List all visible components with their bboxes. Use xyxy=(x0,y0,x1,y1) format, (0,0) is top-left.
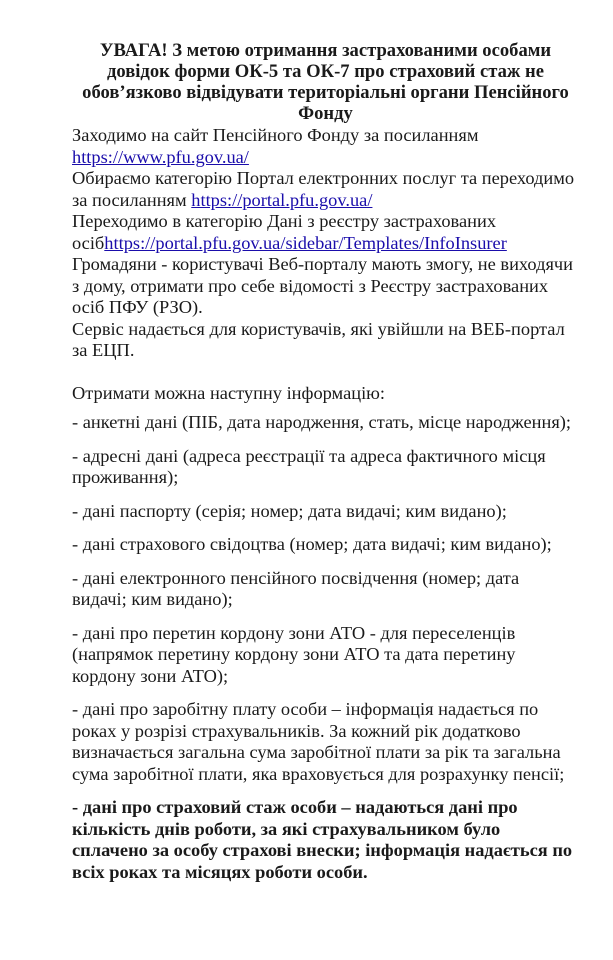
registry-link[interactable]: https://portal.pfu.gov.ua/sidebar/Templates/InfoInsurer xyxy=(104,232,507,253)
paragraph-text: Переходимо в категорію Дані з реєстру застрахованих осіб xyxy=(72,211,497,253)
paragraph-registry xyxy=(72,211,575,254)
list-item-address-data: - адресні дані (адреса реєстрації та адреса фактичного місця проживання); xyxy=(72,445,546,487)
blank-line xyxy=(72,362,575,383)
list-item-salary-data: - дані про заробітну плату особи – інформація надається по роках у розрізі страхувальників. За кожний рік додатково визначається загальна сума заробітної плати за рік та загальна сума заробітної плати, яка враховується для розрахунку пенсії; xyxy=(72,699,565,784)
paragraph-pfu-site xyxy=(72,125,575,168)
list-intro: Отримати можна наступну інформацію: xyxy=(72,382,386,403)
paragraph-text: Заходимо на сайт Пенсійного Фонду за посиланням xyxy=(72,125,479,145)
list-item-pension-certificate: - дані електронного пенсійного посвідчення (номер; дата видачі; ким видано); xyxy=(72,567,520,609)
list-item-insurance-certificate: - дані страхового свідоцтва (номер; дата видачі; ким видано); xyxy=(72,534,552,554)
paragraph-citizens: Громадяни - користувачі Веб-порталу мають змогу, не виходячи з дому, отримати про себе відомості з Реєстру застрахованих осіб ПФУ (РЗО). xyxy=(72,254,573,317)
paragraph-text: Обираємо категорію Портал електронних послуг та переходимо за посиланням xyxy=(72,168,575,210)
document-title: УВАГА! З метою отримання застрахованими особами довідок форми ОК-5 та ОК-7 про страховий стаж не обов’язково відвідувати територіальні органи Пенсійного Фонду xyxy=(82,40,569,124)
paragraph-service: Сервіс надається для користувачів, які увійшли на ВЕБ-портал за ЕЦП. xyxy=(72,318,565,360)
paragraph-portal xyxy=(72,168,575,211)
list-item-ato-border: - дані про перетин кордону зони АТО - для переселенців (напрямок перетину кордону зони АТО та дата перетину кордону зони АТО); xyxy=(72,622,516,686)
portal-link[interactable]: https://portal.pfu.gov.ua/ xyxy=(191,189,373,210)
pfu-site-link[interactable]: https://www.pfu.gov.ua/ xyxy=(72,146,249,167)
list-item-insurance-record: - дані про страховий стаж особи – надаються дані про кількість днів роботи, за які страхувальником було сплачено за особу страхові внески; інформація надається по всіх роках та місяцях роботи особи. xyxy=(72,797,573,882)
list-item-passport-data: - дані паспорту (серія; номер; дата видачі; ким видано); xyxy=(72,500,507,521)
list-item-personal-data: - анкетні дані (ПІБ, дата народження, стать, місце народження); xyxy=(72,412,572,432)
